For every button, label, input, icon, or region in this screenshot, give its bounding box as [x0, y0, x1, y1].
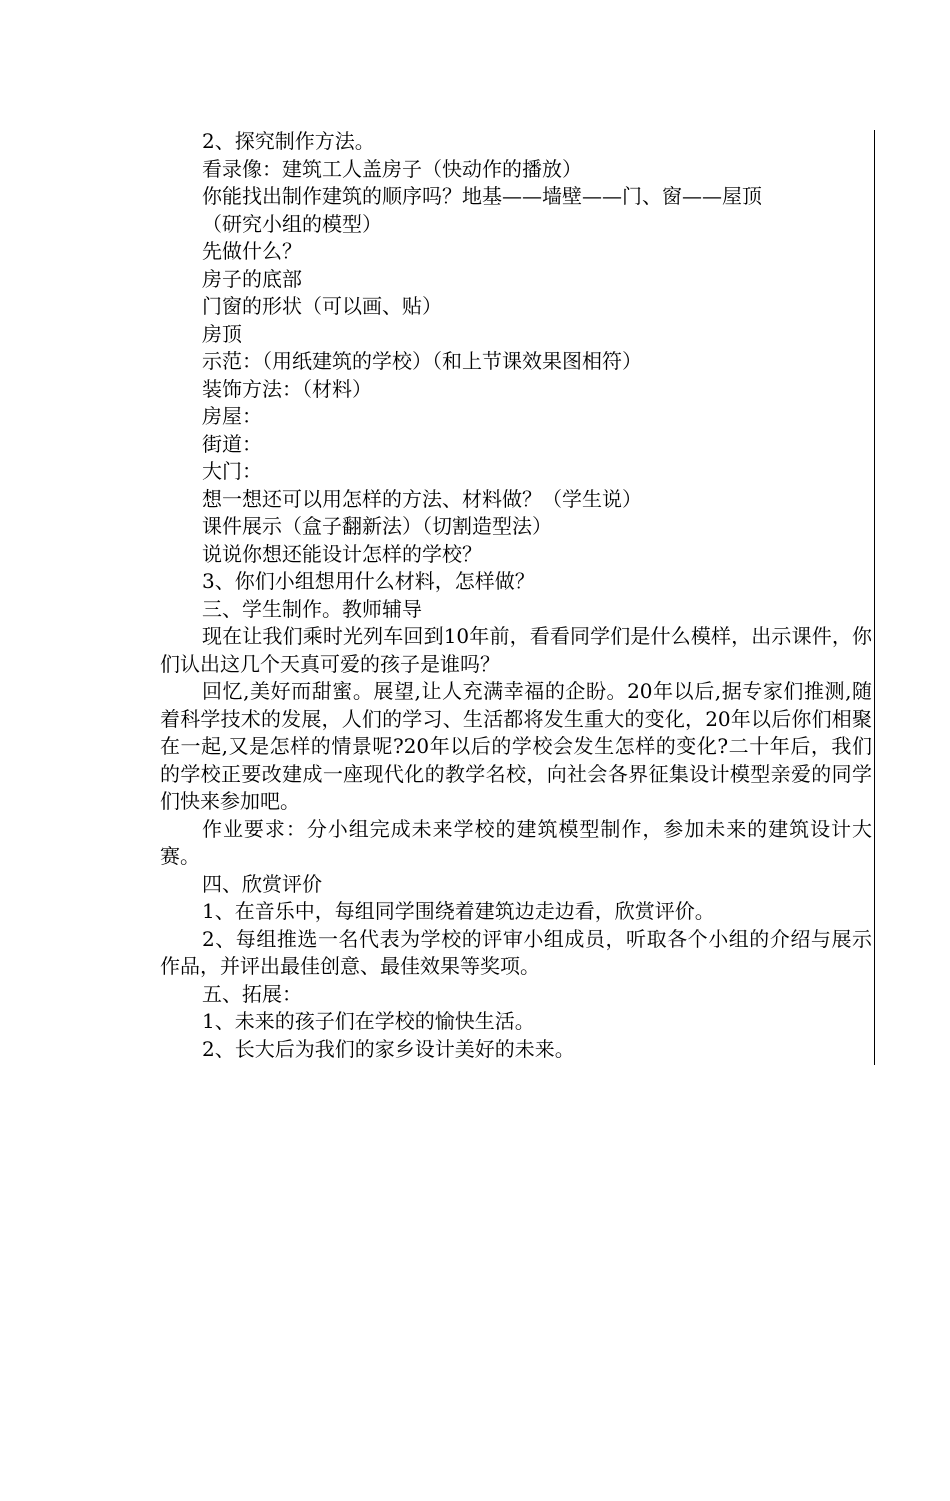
section-heading: 四、欣赏评价: [202, 871, 322, 896]
text-line: 先做什么？: [202, 239, 302, 263]
text-line: （研究小组的模型）: [202, 211, 382, 236]
table-right-border: [874, 130, 875, 1065]
text-line: 房子的底部: [202, 266, 302, 291]
text-line: 装饰方法：（材料）: [202, 376, 372, 401]
text-line: 课件展示（盒子翻新法）（切割造型法）: [202, 514, 552, 538]
text-line: 街道：: [202, 431, 262, 456]
paragraph: 2、每组推选一名代表为学校的评审小组成员，听取各个小组的介绍与展示作品，并评出最佳创意、最佳效果等奖项。: [160, 926, 872, 978]
text-line: 示范：（用纸建筑的学校）（和上节课效果图相符）: [202, 349, 642, 373]
text-line: 大门：: [202, 459, 262, 483]
text-line: 门窗的形状（可以画、贴）: [202, 294, 442, 318]
text-line: 看录像：建筑工人盖房子（快动作的播放）: [202, 156, 582, 181]
paragraph: 1、未来的孩子们在学校的愉快生活。: [202, 1009, 535, 1033]
section-heading: 三、学生制作。教师辅导: [202, 596, 422, 621]
section-heading: 五、拓展：: [202, 981, 302, 1006]
paragraph: 1、在音乐中，每组同学围绕着建筑边走边看，欣赏评价。: [202, 899, 715, 923]
text-line: 2、探究制作方法。: [202, 129, 375, 153]
text-line: 房顶: [202, 321, 242, 346]
text-line: 3、你们小组想用什么材料，怎样做？: [202, 569, 535, 593]
text-line: 房屋：: [202, 404, 262, 428]
text-line: 想一想还可以用怎样的方法、材料做？（学生说）: [202, 486, 642, 511]
paragraph: 2、长大后为我们的家乡设计美好的未来。: [202, 1036, 575, 1061]
text-line: 说说你想还能设计怎样的学校？: [202, 541, 482, 566]
paragraph: 回忆,美好而甜蜜。展望,让人充满幸福的企盼。20年以后,据专家们推测,随着科学技术的发展，人们的学习、生活都将发生重大的变化，20年以后你们相聚在一起,又是怎样的情景呢?20年以后的学校会发生怎样的变化?二十年后，我们的学校正要改建成一座现代化的教学名校，向社会各界征集设计模型亲爱的同学们快来参加吧。: [160, 679, 872, 813]
paragraph: 作业要求：分小组完成未来学校的建筑模型制作，参加未来的建筑设计大赛。: [160, 816, 872, 868]
text-line: 你能找出制作建筑的顺序吗？地基——墙壁——门、窗——屋顶: [202, 184, 762, 208]
paragraph: 现在让我们乘时光列车回到10年前，看看同学们是什么模样，出示课件，你们认出这几个天真可爱的孩子是谁吗？: [160, 624, 872, 676]
lesson-content: [160, 128, 872, 1063]
